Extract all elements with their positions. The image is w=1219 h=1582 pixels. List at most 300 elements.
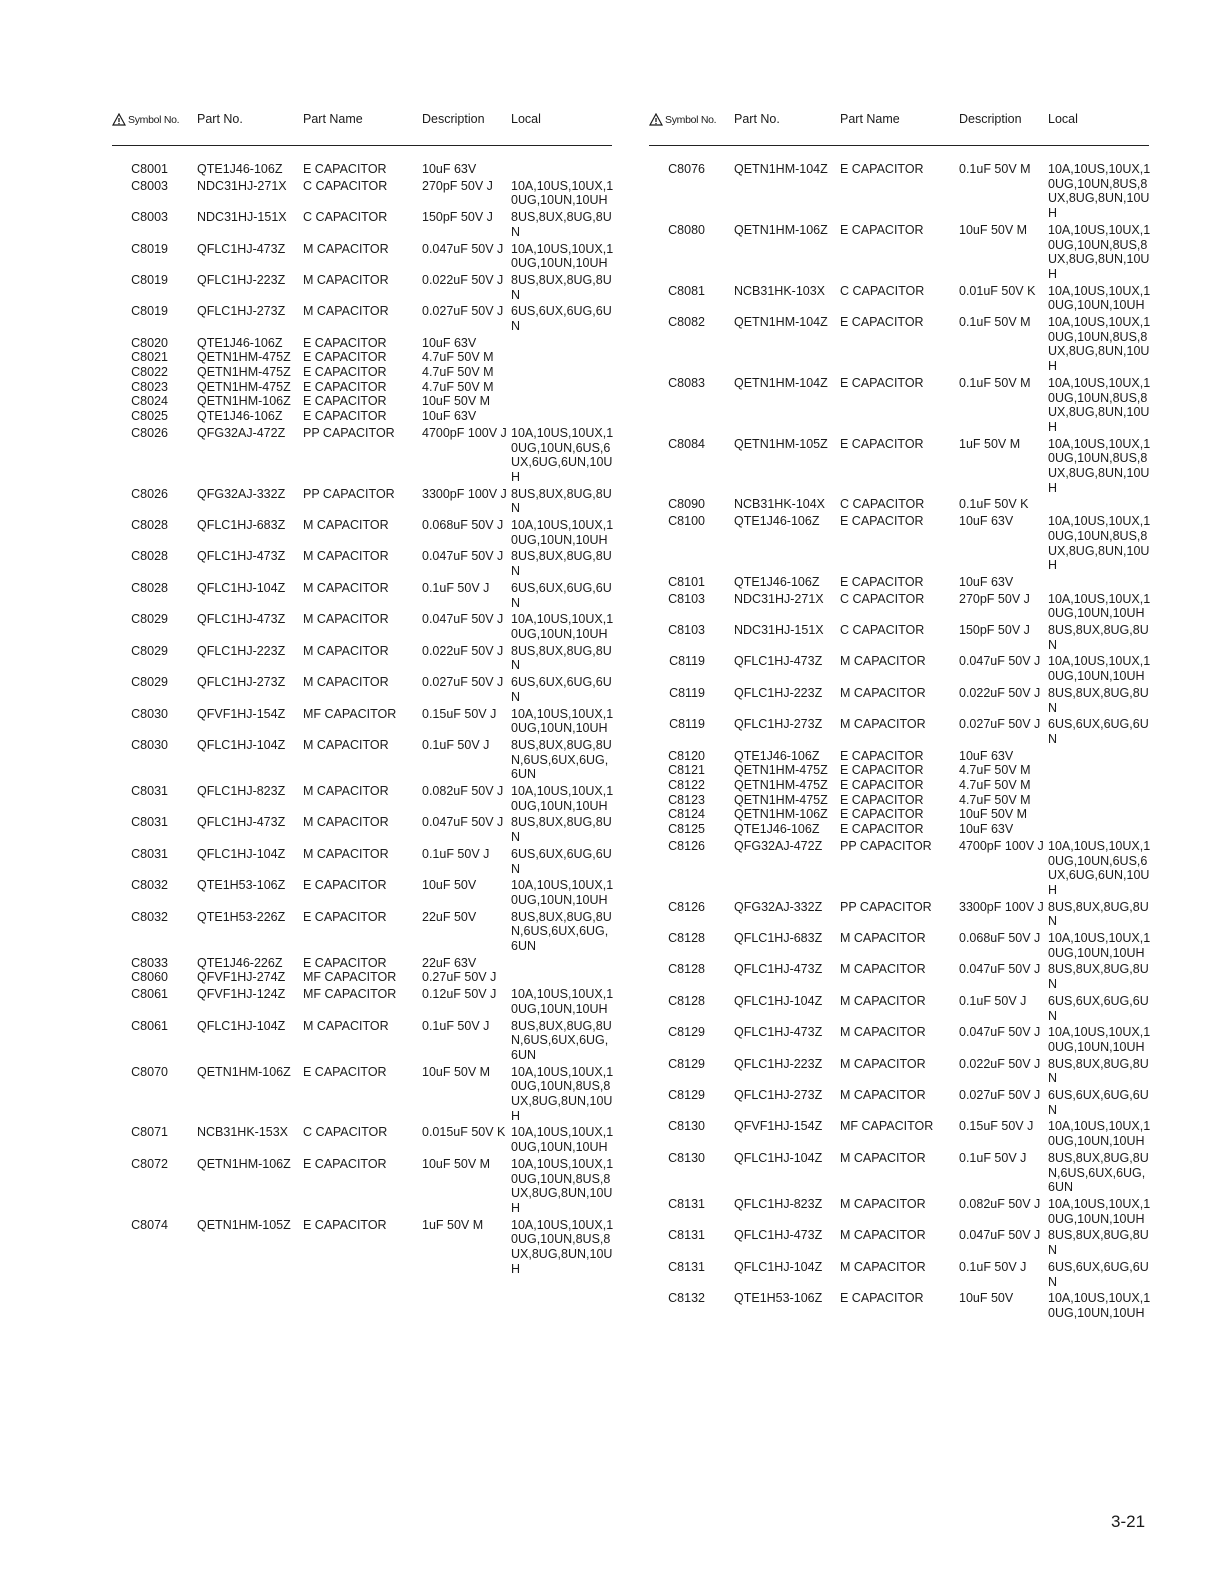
symbol-no-cell: C8103	[668, 623, 705, 638]
parts-list-left-column	[112, 108, 612, 1276]
part-name-cell: C CAPACITOR	[840, 623, 925, 638]
local-cell: 10A,10US,10UX,10UG,10UN,8US,8UX,8UG,8UN,10UH	[1048, 436, 1151, 495]
description-cell: 4.7uF 50V M	[959, 763, 1031, 778]
part-no-cell: NCB31HK-153X	[197, 1125, 289, 1140]
symbol-no-cell: C8124	[668, 807, 705, 822]
local-cell: 8US,8UX,8UG,8UN	[1048, 685, 1149, 715]
part-name-cell: M CAPACITOR	[840, 931, 926, 946]
description-cell: 0.082uF 50V J	[959, 1196, 1041, 1211]
description-cell: 10uF 50V M	[959, 222, 1028, 237]
part-no-cell: QFLC1HJ-104Z	[197, 1018, 286, 1033]
part-name-cell: E CAPACITOR	[840, 514, 924, 529]
description-cell: 22uF 50V	[422, 909, 477, 924]
table-row	[112, 675, 612, 704]
part-no-cell: QTE1H53-226Z	[197, 909, 286, 924]
table-row	[649, 575, 1149, 590]
table-row	[112, 707, 612, 736]
symbol-no-cell: C8032	[131, 909, 168, 924]
local-cell: 6US,6UX,6UG,6UN	[511, 675, 612, 704]
part-name-cell: M CAPACITOR	[840, 685, 926, 700]
description-cell: 0.047uF 50V J	[959, 1228, 1041, 1243]
part-name-cell: PP CAPACITOR	[303, 425, 395, 440]
part-no-cell: QTE1J46-106Z	[197, 409, 283, 424]
local-cell: 10A,10US,10UX,10UG,10UN,10UH	[1048, 931, 1151, 960]
symbol-no-cell: C8119	[669, 717, 705, 732]
part-name-cell: MF CAPACITOR	[303, 706, 397, 721]
part-name-cell: E CAPACITOR	[840, 1291, 924, 1306]
table-row	[112, 644, 612, 673]
table-row	[112, 350, 612, 365]
part-no-cell: QTE1J46-106Z	[734, 822, 820, 837]
table-row	[112, 1125, 612, 1154]
table-row	[112, 970, 612, 985]
table-row	[649, 900, 1149, 929]
local-cell: 10A,10US,10UX,10UG,10UN,10UH	[511, 178, 614, 208]
part-no-cell: QFLC1HJ-683Z	[197, 518, 286, 533]
local-header: Local	[511, 112, 541, 126]
part-name-cell: E CAPACITOR	[840, 822, 924, 837]
part-name-cell: E CAPACITOR	[303, 1156, 387, 1171]
description-cell: 150pF 50V J	[422, 210, 493, 225]
table-header-right	[649, 108, 1149, 146]
symbol-no-cell: C8029	[131, 612, 168, 627]
description-cell: 0.1uF 50V M	[959, 375, 1031, 390]
table-header-left	[112, 108, 612, 146]
symbol-no-cell: C8076	[668, 162, 705, 176]
part-name-cell: E CAPACITOR	[303, 955, 387, 970]
table-row	[112, 878, 612, 907]
table-row	[649, 1197, 1149, 1226]
table-row	[112, 847, 612, 876]
description-cell: 10uF 63V	[959, 574, 1014, 589]
local-cell: 10A,10US,10UX,10UG,10UN,10UH	[511, 784, 614, 813]
description-cell: 0.1uF 50V J	[422, 580, 490, 595]
part-name-cell: PP CAPACITOR	[840, 838, 932, 853]
local-cell: 10A,10US,10UX,10UG,10UN,10UH	[1048, 283, 1151, 313]
local-cell: 6US,6UX,6UG,6UN	[511, 304, 612, 334]
table-row	[112, 815, 612, 844]
table-row	[112, 1157, 612, 1216]
symbol-no-cell: C8128	[668, 931, 705, 946]
table-row	[649, 592, 1149, 621]
part-name-cell: M CAPACITOR	[303, 737, 389, 752]
description-cell: 0.082uF 50V J	[422, 784, 504, 799]
symbol-no-cell: C8020	[131, 335, 168, 350]
part-no-cell: QTE1J46-106Z	[734, 574, 820, 589]
local-cell: 10A,10US,10UX,10UG,10UN,10UH	[511, 706, 614, 736]
description-cell: 4.7uF 50V M	[422, 365, 494, 380]
description-cell: 150pF 50V J	[959, 623, 1030, 638]
symbol-no-cell: C8032	[131, 878, 168, 893]
part-name-cell: E CAPACITOR	[303, 878, 387, 893]
part-name-cell: E CAPACITOR	[303, 350, 387, 365]
part-no-cell: QTE1J46-106Z	[197, 162, 283, 176]
part-name-cell: E CAPACITOR	[303, 162, 387, 176]
description-cell: 0.027uF 50V J	[422, 304, 504, 319]
description-cell: 4700pF 100V J	[959, 838, 1044, 853]
part-no-cell: QFLC1HJ-104Z	[734, 1259, 823, 1274]
table-row	[649, 1025, 1149, 1054]
local-cell: 8US,8UX,8UG,8UN	[511, 643, 612, 673]
symbol-no-cell: C8031	[131, 846, 168, 861]
part-no-cell: QFG32AJ-472Z	[734, 838, 823, 853]
table-row	[649, 717, 1149, 746]
part-no-cell: QETN1HM-106Z	[197, 394, 291, 409]
description-cell: 10uF 63V	[959, 748, 1014, 763]
symbol-no-cell: C8031	[131, 784, 168, 799]
table-row	[649, 1151, 1149, 1195]
local-cell: 8US,8UX,8UG,8UN	[511, 272, 612, 302]
table-row	[112, 409, 612, 424]
part-no-cell: QFLC1HJ-473Z	[197, 241, 286, 256]
symbol-no-cell: C8100	[668, 514, 705, 529]
part-no-cell: QETN1HM-475Z	[197, 350, 291, 365]
part-name-cell: E CAPACITOR	[840, 792, 924, 807]
part-name-cell: E CAPACITOR	[840, 778, 924, 793]
table-row	[649, 1291, 1149, 1320]
description-header: Description	[422, 112, 485, 126]
symbol-no-cell: C8061	[131, 1018, 168, 1033]
table-row	[649, 1119, 1149, 1148]
table-row	[649, 822, 1149, 837]
description-header: Description	[959, 112, 1022, 126]
local-cell: 10A,10US,10UX,10UG,10UN,10UH	[511, 987, 614, 1016]
local-cell: 10A,10US,10UX,10UG,10UN,10UH	[1048, 654, 1151, 684]
part-no-cell: QFLC1HJ-473Z	[197, 549, 286, 564]
symbol-no-cell: C8119	[669, 685, 705, 700]
part-name-cell: C CAPACITOR	[840, 283, 925, 298]
part-no-cell: QFLC1HJ-223Z	[197, 643, 286, 658]
part-no-cell: QTE1J46-106Z	[734, 748, 820, 763]
part-name-cell: M CAPACITOR	[303, 272, 389, 287]
table-row	[112, 910, 612, 954]
local-cell: 10A,10US,10UX,10UG,10UN,10UH	[511, 878, 614, 907]
description-cell: 10uF 50V M	[422, 1156, 491, 1171]
description-cell: 0.022uF 50V J	[422, 272, 504, 287]
part-name-cell: M CAPACITOR	[840, 993, 926, 1008]
part-name-cell: M CAPACITOR	[840, 1056, 926, 1071]
local-cell: 10A,10US,10UX,10UG,10UN,10UH	[1048, 591, 1151, 621]
table-row	[649, 962, 1149, 991]
description-cell: 0.015uF 50V K	[422, 1125, 506, 1140]
part-no-header: Part No.	[197, 112, 243, 126]
part-name-cell: M CAPACITOR	[840, 654, 926, 669]
symbol-no-cell: C8026	[131, 486, 168, 501]
symbol-no-cell: C8031	[131, 815, 168, 830]
description-cell: 0.022uF 50V J	[959, 1056, 1041, 1071]
symbol-no-cell: C8082	[668, 315, 705, 330]
symbol-no-cell: C8028	[131, 518, 168, 533]
description-cell: 0.068uF 50V J	[959, 931, 1041, 946]
symbol-no-cell: C8022	[131, 365, 168, 380]
part-no-cell: QFLC1HJ-473Z	[734, 962, 823, 977]
description-cell: 10uF 63V	[422, 162, 477, 176]
symbol-no-cell: C8083	[668, 375, 705, 390]
local-cell: 10A,10US,10UX,10UG,10UN,8US,8UX,8UG,8UN,10UH	[1048, 514, 1151, 573]
description-cell: 0.027uF 50V J	[422, 675, 504, 690]
symbol-no-cell: C8023	[131, 379, 168, 394]
part-no-cell: QTE1H53-106Z	[197, 878, 286, 893]
local-cell: 6US,6UX,6UG,6UN	[1048, 1088, 1149, 1117]
symbol-no-cell: C8029	[131, 643, 168, 658]
local-cell: 10A,10US,10UX,10UG,10UN,8US,8UX,8UG,8UN,10UH	[1048, 162, 1151, 221]
part-name-cell: E CAPACITOR	[303, 909, 387, 924]
part-no-cell: QFLC1HJ-104Z	[197, 846, 286, 861]
table-row	[649, 284, 1149, 313]
local-cell: 8US,8UX,8UG,8UN,6US,6UX,6UG,6UN	[511, 909, 612, 954]
table-row	[649, 763, 1149, 778]
part-name-cell: M CAPACITOR	[303, 241, 389, 256]
table-row	[112, 612, 612, 641]
description-cell: 0.1uF 50V J	[422, 737, 490, 752]
part-no-cell: NDC31HJ-271X	[197, 178, 287, 193]
symbol-no-cell: C8019	[131, 272, 168, 287]
description-cell: 10uF 63V	[959, 822, 1014, 837]
table-row	[112, 273, 612, 302]
symbol-no-cell: C8019	[131, 304, 168, 319]
part-no-cell: QETN1HM-105Z	[734, 436, 828, 451]
part-name-cell: M CAPACITOR	[303, 1018, 389, 1033]
description-cell: 0.1uF 50V J	[422, 846, 490, 861]
description-cell: 0.022uF 50V J	[959, 685, 1041, 700]
part-no-cell: QTE1H53-106Z	[734, 1291, 823, 1306]
local-cell: 10A,10US,10UX,10UG,10UN,8US,8UX,8UG,8UN,10UH	[1048, 315, 1151, 374]
description-cell: 3300pF 100V J	[959, 899, 1044, 914]
part-name-cell: E CAPACITOR	[303, 365, 387, 380]
description-cell: 0.1uF 50V J	[422, 1018, 490, 1033]
part-no-cell: QETN1HM-475Z	[734, 763, 828, 778]
table-row	[112, 380, 612, 395]
description-cell: 4.7uF 50V M	[959, 778, 1031, 793]
local-cell: 6US,6UX,6UG,6UN	[1048, 993, 1149, 1023]
table-row	[649, 686, 1149, 715]
part-name-cell: M CAPACITOR	[840, 962, 926, 977]
table-row	[649, 654, 1149, 683]
table-row	[649, 623, 1149, 652]
symbol-no-cell: C8084	[668, 436, 705, 451]
table-row	[112, 581, 612, 610]
symbol-no-cell: C8122	[668, 778, 705, 793]
local-cell: 10A,10US,10UX,10UG,10UN,6US,6UX,6UG,6UN,10UH	[511, 425, 614, 484]
table-row	[112, 784, 612, 813]
table-row	[649, 807, 1149, 822]
symbol-no-cell: C8024	[131, 394, 168, 409]
symbol-no-cell: C8019	[131, 241, 168, 256]
symbol-header: Symbol No.	[112, 113, 179, 126]
description-cell: 0.047uF 50V J	[959, 654, 1041, 669]
part-name-header: Part Name	[840, 112, 900, 126]
table-row	[112, 1218, 612, 1277]
symbol-no-cell: C8125	[668, 822, 705, 837]
symbol-no-cell: C8071	[131, 1125, 168, 1140]
description-cell: 22uF 63V	[422, 955, 477, 970]
part-name-cell: E CAPACITOR	[303, 335, 387, 350]
part-no-cell: QFLC1HJ-823Z	[197, 784, 286, 799]
part-no-cell: QFVF1HJ-154Z	[734, 1119, 823, 1134]
description-cell: 3300pF 100V J	[422, 486, 507, 501]
table-row	[112, 394, 612, 409]
table-row	[649, 315, 1149, 374]
part-no-cell: QFLC1HJ-473Z	[197, 815, 286, 830]
symbol-no-cell: C8072	[131, 1156, 168, 1171]
parts-rows-right	[649, 162, 1149, 1321]
part-no-cell: NDC31HJ-151X	[734, 623, 824, 638]
symbol-no-cell: C8070	[131, 1064, 168, 1079]
part-no-cell: QFLC1HJ-223Z	[197, 272, 286, 287]
part-name-cell: PP CAPACITOR	[303, 486, 395, 501]
local-cell: 8US,8UX,8UG,8UN	[1048, 962, 1149, 992]
description-cell: 0.047uF 50V J	[959, 1025, 1041, 1040]
parts-rows-left	[112, 162, 612, 1276]
part-no-cell: QETN1HM-104Z	[734, 162, 828, 176]
part-no-cell: QETN1HM-104Z	[734, 375, 828, 390]
part-name-cell: E CAPACITOR	[303, 1217, 387, 1232]
description-cell: 0.047uF 50V J	[422, 241, 504, 256]
description-cell: 10uF 50V M	[422, 1064, 491, 1079]
symbol-no-cell: C8128	[668, 962, 705, 977]
part-name-cell: M CAPACITOR	[840, 1088, 926, 1103]
part-name-cell: MF CAPACITOR	[303, 970, 397, 985]
local-cell: 10A,10US,10UX,10UG,10UN,8US,8UX,8UG,8UN,10UH	[511, 1156, 614, 1215]
part-no-cell: QFLC1HJ-273Z	[197, 304, 286, 319]
local-cell: 6US,6UX,6UG,6UN	[511, 580, 612, 610]
part-no-cell: QFVF1HJ-124Z	[197, 987, 286, 1002]
local-cell: 6US,6UX,6UG,6UN	[511, 846, 612, 876]
part-no-cell: NCB31HK-103X	[734, 283, 826, 298]
part-name-cell: E CAPACITOR	[840, 436, 924, 451]
part-no-cell: QFLC1HJ-104Z	[734, 1150, 823, 1165]
description-cell: 0.047uF 50V J	[422, 815, 504, 830]
description-cell: 0.15uF 50V J	[422, 706, 497, 721]
part-no-cell: QFLC1HJ-473Z	[197, 612, 286, 627]
part-name-cell: M CAPACITOR	[840, 1025, 926, 1040]
symbol-no-cell: C8033	[131, 955, 168, 970]
local-cell: 10A,10US,10UX,10UG,10UN,6US,6UX,6UG,6UN,10UH	[1048, 838, 1151, 897]
symbol-no-cell: C8121	[668, 763, 705, 778]
table-row	[649, 994, 1149, 1023]
local-cell: 10A,10US,10UX,10UG,10UN,10UH	[1048, 1025, 1151, 1054]
table-row	[649, 1057, 1149, 1086]
part-name-cell: M CAPACITOR	[303, 304, 389, 319]
local-cell: 10A,10US,10UX,10UG,10UN,10UH	[1048, 1119, 1151, 1149]
local-cell: 6US,6UX,6UG,6UN	[1048, 1259, 1149, 1289]
table-row	[112, 162, 612, 177]
description-cell: 0.01uF 50V K	[959, 283, 1036, 298]
description-cell: 0.1uF 50V M	[959, 315, 1031, 330]
description-cell: 4.7uF 50V M	[422, 379, 494, 394]
part-name-cell: E CAPACITOR	[840, 162, 924, 176]
local-cell: 8US,8UX,8UG,8UN	[511, 815, 612, 845]
part-no-cell: QFLC1HJ-273Z	[734, 1088, 823, 1103]
local-cell: 8US,8UX,8UG,8UN	[1048, 623, 1149, 652]
part-no-cell: QFG32AJ-472Z	[197, 425, 286, 440]
part-name-cell: M CAPACITOR	[840, 1150, 926, 1165]
local-cell: 10A,10US,10UX,10UG,10UN,8US,8UX,8UG,8UN,10UH	[1048, 375, 1151, 434]
symbol-no-cell: C8080	[668, 222, 705, 237]
local-cell: 8US,8UX,8UG,8UN	[511, 549, 612, 579]
symbol-no-cell: C8126	[668, 899, 705, 914]
description-cell: 10uF 50V	[959, 1291, 1014, 1306]
symbol-no-cell: C8119	[669, 654, 705, 669]
local-cell: 8US,8UX,8UG,8UN,6US,6UX,6UG,6UN	[511, 1018, 612, 1062]
table-row	[112, 426, 612, 485]
local-cell: 10A,10US,10UX,10UG,10UN,10UH	[511, 518, 614, 547]
part-name-cell: M CAPACITOR	[840, 1228, 926, 1243]
part-no-cell: QFLC1HJ-683Z	[734, 931, 823, 946]
symbol-no-cell: C8030	[131, 737, 168, 752]
description-cell: 0.27uF 50V J	[422, 970, 497, 985]
part-no-cell: QETN1HM-104Z	[734, 315, 828, 330]
part-no-cell: QFVF1HJ-274Z	[197, 970, 286, 985]
part-no-cell: QFLC1HJ-104Z	[197, 580, 286, 595]
symbol-no-cell: C8103	[668, 591, 705, 606]
part-name-cell: E CAPACITOR	[840, 315, 924, 330]
part-name-cell: E CAPACITOR	[303, 394, 387, 409]
symbol-no-cell: C8021	[131, 350, 168, 365]
description-cell: 0.1uF 50V J	[959, 1259, 1027, 1274]
table-row	[112, 365, 612, 380]
symbol-no-cell: C8081	[668, 283, 705, 298]
table-row	[649, 162, 1149, 221]
part-no-cell: QTE1J46-106Z	[197, 335, 283, 350]
local-cell: 10A,10US,10UX,10UG,10UN,10UH	[511, 241, 614, 271]
part-no-cell: QFLC1HJ-473Z	[734, 654, 823, 669]
description-cell: 10uF 50V	[422, 878, 477, 893]
part-name-cell: E CAPACITOR	[303, 1064, 387, 1079]
table-row	[649, 437, 1149, 496]
description-cell: 270pF 50V J	[959, 591, 1030, 606]
symbol-no-cell: C8129	[668, 1088, 705, 1103]
description-cell: 0.047uF 50V J	[959, 962, 1041, 977]
description-cell: 10uF 63V	[959, 514, 1014, 529]
table-row	[649, 778, 1149, 793]
symbol-no-cell: C8130	[668, 1150, 705, 1165]
table-row	[649, 1088, 1149, 1117]
description-cell: 0.12uF 50V J	[422, 987, 497, 1002]
part-name-cell: E CAPACITOR	[840, 375, 924, 390]
table-row	[649, 931, 1149, 960]
part-no-cell: QFLC1HJ-473Z	[734, 1228, 823, 1243]
description-cell: 4.7uF 50V M	[422, 350, 494, 365]
table-row	[112, 738, 612, 782]
description-cell: 10uF 50V M	[422, 394, 491, 409]
symbol-no-cell: C8132	[668, 1291, 705, 1306]
local-cell: 10A,10US,10UX,10UG,10UN,10UH	[511, 1125, 614, 1155]
part-name-cell: E CAPACITOR	[840, 574, 924, 589]
part-name-cell: C CAPACITOR	[840, 591, 925, 606]
part-no-cell: QFG32AJ-332Z	[734, 899, 823, 914]
part-name-cell: M CAPACITOR	[303, 518, 389, 533]
description-cell: 0.047uF 50V J	[422, 612, 504, 627]
symbol-header: Symbol No.	[649, 113, 716, 126]
symbol-no-cell: C8003	[131, 210, 168, 225]
symbol-no-cell: C8126	[668, 838, 705, 853]
part-no-cell: QFLC1HJ-273Z	[734, 717, 823, 732]
symbol-no-cell: C8131	[668, 1259, 705, 1274]
part-no-header: Part No.	[734, 112, 780, 126]
part-name-cell: E CAPACITOR	[303, 409, 387, 424]
symbol-no-cell: C8120	[668, 748, 705, 763]
table-row	[649, 376, 1149, 435]
local-cell: 10A,10US,10UX,10UG,10UN,8US,8UX,8UG,8UN,10UH	[511, 1217, 614, 1276]
local-cell: 10A,10US,10UX,10UG,10UN,10UH	[1048, 1291, 1151, 1320]
local-cell: 8US,8UX,8UG,8UN	[511, 486, 612, 516]
description-cell: 10uF 50V M	[959, 807, 1028, 822]
part-no-cell: NCB31HK-104X	[734, 497, 826, 512]
table-row	[112, 956, 612, 971]
parts-list-right-column	[649, 108, 1149, 1321]
part-no-cell: QETN1HM-106Z	[734, 807, 828, 822]
